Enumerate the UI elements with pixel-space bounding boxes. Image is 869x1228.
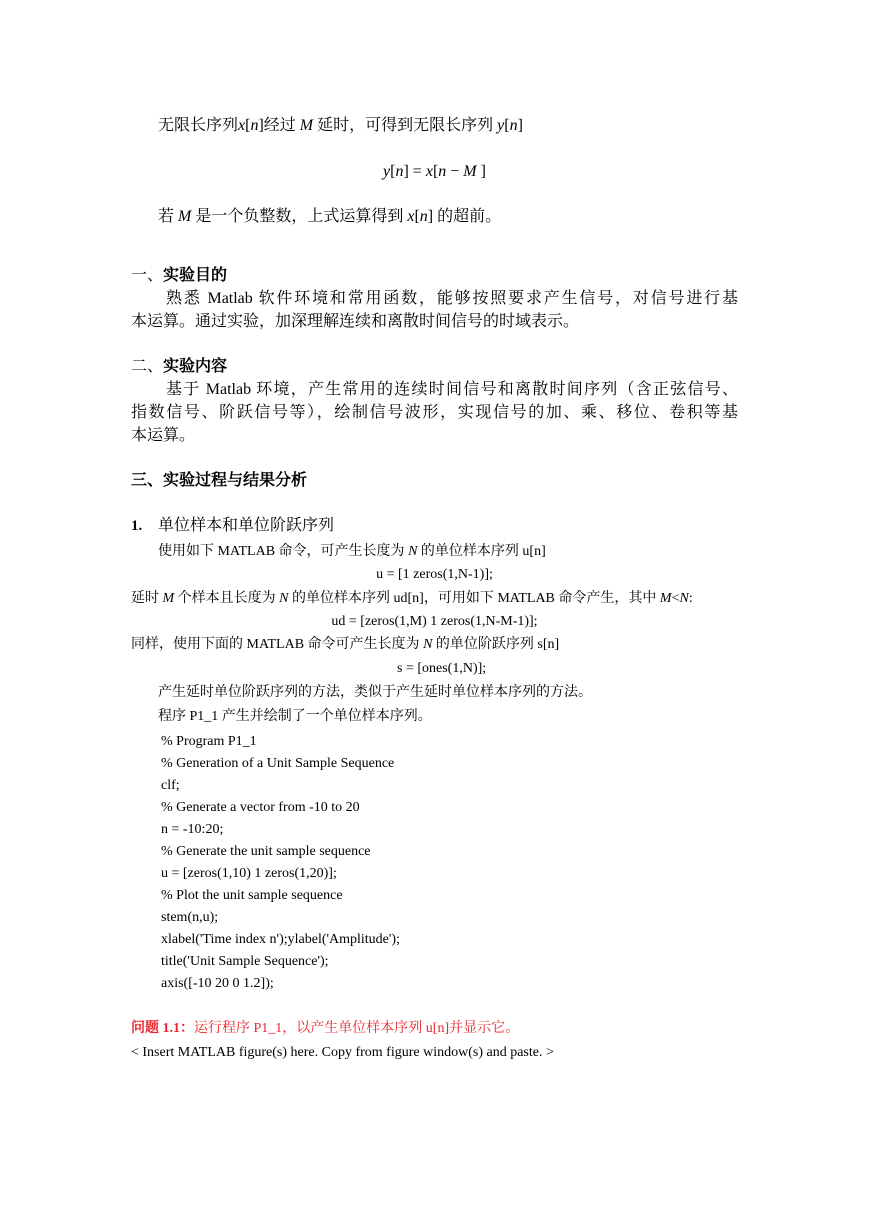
code-line: xlabel('Time index n');ylabel('Amplitude'); <box>161 932 400 947</box>
code-line: clf; <box>161 778 180 793</box>
math-bracket: [ <box>390 163 396 180</box>
math-bracket: [ <box>504 117 510 134</box>
item-1-heading <box>131 518 334 534</box>
math-bracket: [ <box>245 117 251 134</box>
math-var: n <box>250 117 259 134</box>
item-1-paragraph-1 <box>158 545 546 559</box>
question-label: 问题 1.1： <box>131 1021 194 1036</box>
content-line-3: 本运算。 <box>131 427 196 444</box>
math-operator: < <box>671 591 680 606</box>
content-line-1: 基于 Matlab 环境，产生常用的连续时间信号和离散时间序列（含正弦信号、 <box>166 381 738 398</box>
math-var: n <box>395 163 404 180</box>
objectives-line-1: 熟悉 Matlab 软件环境和常用函数，能够按照要求产生信号，对信号进行基 <box>166 290 738 307</box>
intro-text: 延时，可得到无限长序列 <box>313 117 498 134</box>
equation-3: s = [ones(1,N)]; <box>397 661 487 676</box>
body-text: 延时 <box>131 591 163 606</box>
math-var: x <box>238 117 246 134</box>
math-operator: ] = <box>403 163 426 180</box>
math-bracket: ] <box>517 117 523 134</box>
intro-text: 是一个负整数，上式运算得到 <box>191 208 408 225</box>
body-text: 的单位样本序列 ud[n]，可用如下 MATLAB 命令产生，其中 <box>288 591 660 606</box>
math-var: M <box>659 591 672 606</box>
item-1-paragraph-5: 程序 P1_1 产生并绘制了一个单位样本序列。 <box>158 709 432 724</box>
question-text: 运行程序 P1_1，以产生单位样本序列 u[n]并显示它。 <box>194 1021 520 1036</box>
item-title: 单位样本和单位阶跃序列 <box>158 517 335 534</box>
heading-text: 实验目的 <box>163 267 228 284</box>
math-var: N <box>679 591 689 606</box>
code-line: % Generate a vector from -10 to 20 <box>161 800 360 815</box>
math-var: y <box>497 117 505 134</box>
code-line: % Generate the unit sample sequence <box>161 844 371 859</box>
math-var: M <box>178 208 192 225</box>
code-line: axis([-10 20 0 1.2]); <box>161 976 274 991</box>
math-bracket: [ <box>432 163 439 180</box>
item-1-paragraph-3 <box>131 638 559 652</box>
intro-text: 若 <box>158 208 179 225</box>
heading-prefix: 二、 <box>131 358 164 375</box>
math-var: x <box>407 208 415 225</box>
delay-formula <box>0 164 869 180</box>
equation-1: u = [1 zeros(1,N-1)]; <box>376 567 493 582</box>
math-var: n <box>438 163 447 180</box>
content-line-2: 指数信号、阶跃信号等），绘制信号波形，实现信号的加、乘、移位、卷积等基 <box>131 404 738 421</box>
section-heading-content <box>131 359 227 375</box>
code-line: stem(n,u); <box>161 910 219 925</box>
math-var: N <box>423 637 433 652</box>
objectives-line-2: 本运算。通过实验，加深理解连续和离散时间信号的时域表示。 <box>131 313 580 330</box>
equation-2: ud = [zeros(1,M) 1 zeros(1,N-M-1)]; <box>331 614 538 629</box>
intro-text: ] 的超前。 <box>427 208 502 225</box>
section-heading-objectives <box>131 268 227 284</box>
code-line: % Program P1_1 <box>161 734 257 749</box>
insert-figure-placeholder: < Insert MATLAB figure(s) here. Copy from figure window(s) and paste. > <box>131 1045 554 1060</box>
math-bracket: ] <box>476 163 486 180</box>
code-line: title('Unit Sample Sequence'); <box>161 954 329 969</box>
code-line: % Plot the unit sample sequence <box>161 888 343 903</box>
math-var: M <box>299 117 314 134</box>
math-var: n <box>509 117 518 134</box>
heading-text: 实验内容 <box>163 358 228 375</box>
body-text: 使用如下 MATLAB 命令，可产生长度为 <box>158 544 409 559</box>
math-operator: − <box>446 163 464 180</box>
item-1-paragraph-4: 产生延时单位阶跃序列的方法，类似于产生延时单位样本序列的方法。 <box>158 685 592 700</box>
math-var: N <box>279 591 289 606</box>
code-line: n = -10:20; <box>161 822 224 837</box>
math-var: x <box>425 163 433 180</box>
body-text: 的单位阶跃序列 s[n] <box>432 637 560 652</box>
body-text: 的单位样本序列 u[n] <box>417 544 546 559</box>
intro-text: 无限长序列 <box>158 117 239 134</box>
math-var: M <box>162 591 175 606</box>
intro-line-1 <box>158 118 523 134</box>
intro-text: ]经过 <box>258 117 300 134</box>
body-text: : <box>688 591 693 606</box>
math-var: N <box>408 544 418 559</box>
heading-prefix: 一、 <box>131 267 164 284</box>
section-heading-process: 三、实验过程与结果分析 <box>131 472 308 489</box>
code-line: u = [zeros(1,10) 1 zeros(1,20)]; <box>161 866 337 881</box>
math-var: n <box>419 208 428 225</box>
body-text: 同样，使用下面的 MATLAB 命令可产生长度为 <box>131 637 424 652</box>
body-text: 个样本且长度为 <box>174 591 280 606</box>
intro-line-2 <box>158 209 501 225</box>
math-var: y <box>383 163 391 180</box>
question-1-1 <box>131 1022 519 1036</box>
math-var: M <box>463 163 477 180</box>
code-line: % Generation of a Unit Sample Sequence <box>161 756 395 771</box>
math-bracket: [ <box>414 208 420 225</box>
item-number: 1. <box>131 518 143 534</box>
item-1-paragraph-2 <box>131 592 693 606</box>
